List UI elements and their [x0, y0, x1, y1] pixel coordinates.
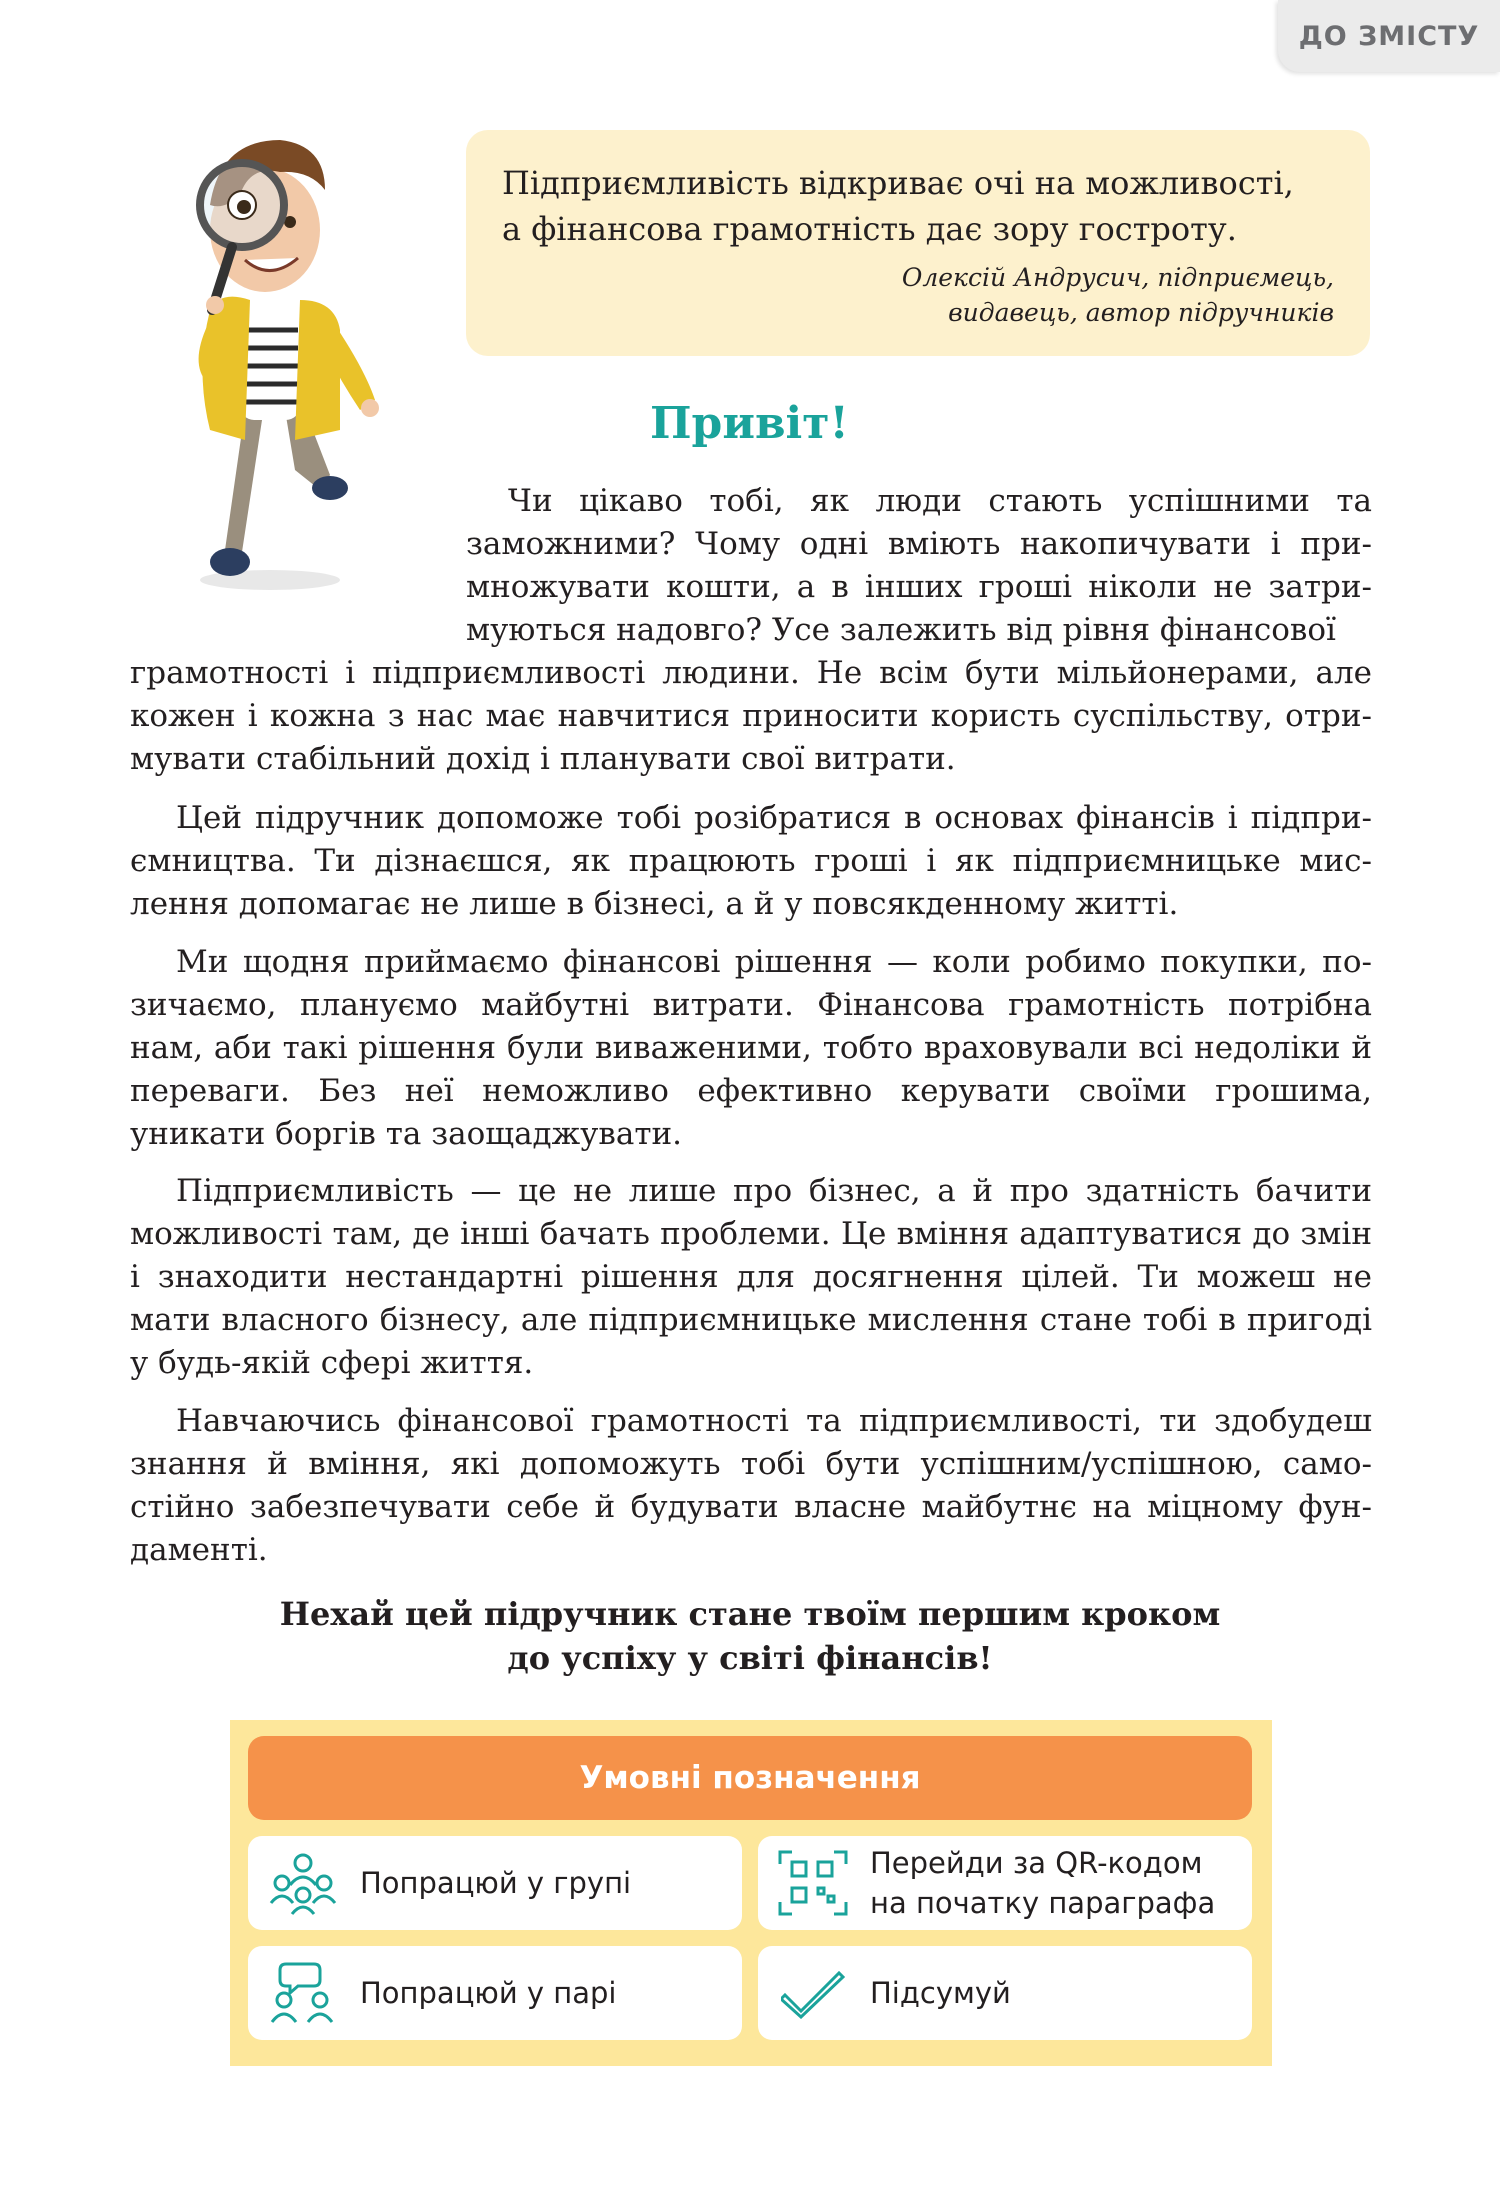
closing-line-2: до успіху у світі фінансів! [507, 1639, 993, 1677]
body-paragraph-3: Підприємливість — це не лише про бізнес, а й про здатність бачити можливості там, де інші бачать проблеми. Це вміння адаптуватися до змін і знаходити нестандартні рішення для досягнення цілей. Ти можеш не мати власного бізнесу, але підприємницьке мислення стане тобі в пригоді у будь-якій сфері життя. [130, 1173, 1372, 1381]
quote-line-2: а фінансова грамотність дає зору гостроту. [502, 210, 1237, 248]
legend-item-pair-work [248, 1946, 742, 2040]
legend-item-label [868, 1843, 1215, 1923]
group-work-icon [248, 1836, 358, 1930]
epigraph-quote-text [502, 160, 1334, 252]
legend-item-group-work [248, 1836, 742, 1930]
checkmark-icon [758, 1946, 868, 2040]
legend-item-label: Підсумуй [870, 1976, 1011, 2010]
legend-panel [230, 1720, 1272, 2066]
legend-item-label: Попрацюй у групі [360, 1866, 632, 1900]
pair-work-icon [248, 1946, 358, 2040]
intro-paragraph-continuation: грамотності і підприємливості людини. Не всім бути мільйонерами, але кожен і кожна з нас має навчитися приносити користь суспільству, отримувати стабільний дохід і планувати свої витрати. [130, 655, 1372, 777]
greeting-heading: Привіт! [650, 398, 849, 449]
intro-paragraph: Чи цікаво тобі, як люди стають успішними та заможними? Чому одні вміють накопичувати і примножувати кошти, а в інших гроші ніколи не затримуються надовго? Усе залежить від рівня фінансової [466, 483, 1372, 648]
qr-label-line-2: на початку параграфа [870, 1886, 1216, 1920]
legend-item-label: Попрацюй у парі [360, 1976, 617, 2010]
body-paragraph-1: Цей підручник допоможе тобі розібратися в основах фінансів і підприємництва. Ти дізнаєшся, як працюють гроші і як підприємницьке мислення допомагає не лише в бізнесі, а й у повсякденному житті. [130, 800, 1372, 922]
closing-line-1: Нехай цей підручник стане твоїм першим кроком [279, 1595, 1221, 1633]
body-paragraph-2: Ми щодня приймаємо фінансові рішення — коли робимо покупки, позичаємо, плануємо майбутні витрати. Фінансова грамотність потрібна нам, аби такі рішення були виваженими, тобто враховували всі недоліки й переваги. Без неї неможливо ефективно керувати своїми грошима, уникати боргів та заощаджувати. [130, 944, 1372, 1152]
legend-title: Умовні позначення [248, 1736, 1252, 1820]
quote-author-line-2: видавець, автор підручників [948, 298, 1334, 327]
legend-item-summary [758, 1946, 1252, 2040]
closing-statement [150, 1592, 1350, 1680]
quote-author [502, 260, 1334, 330]
quote-author-line-1: Олексій Андрусич, підприємець, [901, 263, 1334, 292]
epigraph-quote-box [466, 130, 1370, 356]
legend-item-qr-code [758, 1836, 1252, 1930]
toc-link-tab[interactable]: ДО ЗМІСТУ [1278, 0, 1500, 72]
quote-line-1: Підприємливість відкриває очі на можливості, [502, 164, 1294, 202]
qr-label-line-1: Перейди за QR-кодом [870, 1846, 1203, 1880]
qr-code-icon [758, 1836, 868, 1930]
body-paragraph-4: Навчаючись фінансової грамотності та підприємливості, ти здобудеш знання й вміння, які допоможуть тобі бути успішним/успішною, самостійно забезпечувати себе й будувати власне майбутнє на міцному фундаменті. [130, 1403, 1372, 1568]
boy-with-magnifier-illustration [150, 110, 410, 600]
